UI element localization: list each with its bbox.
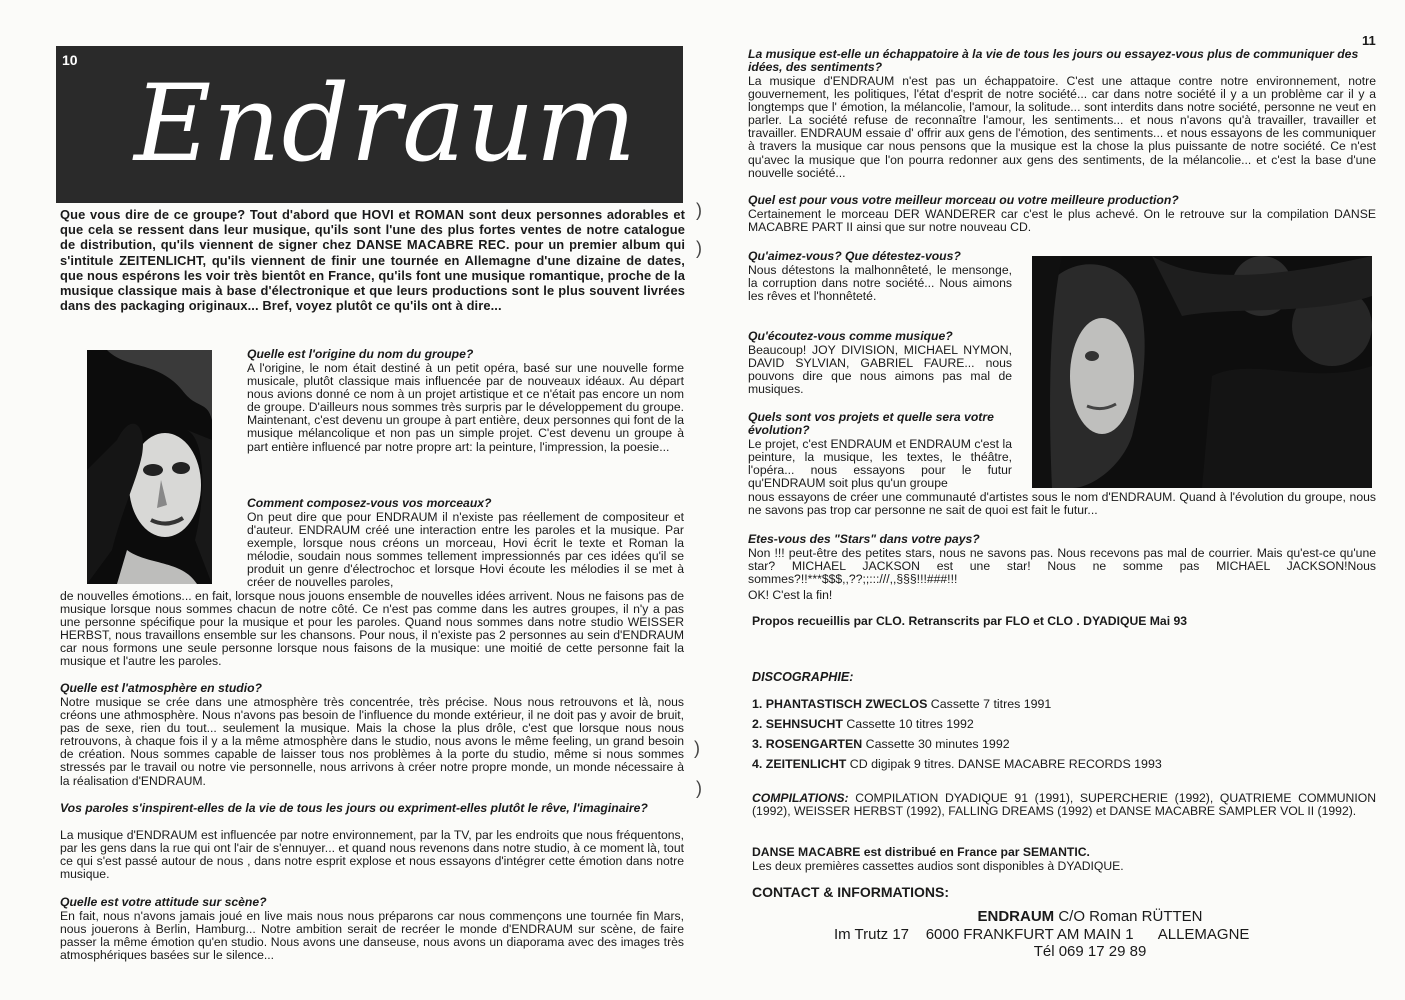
title-banner xyxy=(56,46,683,203)
disc-num: 3. xyxy=(752,737,763,751)
interview-credits: Propos recueillis par CLO. Retranscrits par FLO et CLO . DYADIQUE Mai 93 xyxy=(752,614,1188,628)
contact-address xyxy=(834,926,1334,943)
right-question-1: La musique est-elle un échappatoire à la vie de tous les jours ou essayez-vous plus de communiquer des idées, des sentiments? xyxy=(748,47,1359,74)
contact-band: ENDRAUM xyxy=(977,908,1055,925)
right-answer-3: Nous détestons la malhonnêteté, le mensonge, la corruption dans notre société... Nous aimons les rêves et l'honnêteté. xyxy=(748,263,1012,304)
answer-2-part-2: de nouvelles émotions... en fait, lorsque nous jouons ensemble de nouvelles idées arrivent. Nous ne faisons pas de musique lorsque nous sommes chacun de notre côté. Ce n'est pas comme dans les autres groupes, il n'y a pas une personne spécifique pour la musique et pour les paroles. Quand nous sommes dans notre studio WEISSER HERBST, nous travaillons ensemble sur les chansons. Pour nous, il n'existe pas 2 personnes au sein d'ENDRAUM car nous formons une seule personne lorsque nous faisons de la musique: une moitié de cette personne fait la musique et l'autre les paroles. xyxy=(60,589,684,669)
contact-name xyxy=(900,908,1280,925)
disc-detail: Cassette 7 titres 1991 xyxy=(930,697,1052,711)
right-answer-6: Non !!! peut-être des petites stars, nous ne savons pas. Nous recevons pas mal de courrier. Mais qu'est-ce qu'une star? MICHAEL JACKSON est une star! Nous ne somme pas MICHAEL JACKSON!Nous sommes?!!***$$$,,??;;:::///,,§§§!!!###!!! xyxy=(748,546,1376,587)
disc-num: 1. xyxy=(752,697,763,711)
right-answer-4: Beaucoup! JOY DIVISION, MICHAEL NYMON, DAVID SYLVIAN, GABRIEL FAURE... nous pouvons dire que nous aimons pas mal de musiques. xyxy=(748,343,1012,397)
question-3: Quelle est l'atmosphère en studio? xyxy=(60,681,263,695)
answer-5: En fait, nous n'avons jamais joué en live mais nous nous préparons car nous commençons une tournée fin Mars, nous jouerons à Berlin, Hamburg... Notre ambition serait de recréer le monde d'ENDRAUM sur scène, de faire passer la même émotion qu'en studio. Nous avons une danseuse, nous avons un diaporama avec des images très atmosphériques basées sur le silence... xyxy=(60,909,684,963)
binding-mark: ) xyxy=(696,778,702,798)
disc-title: ZEITENLICHT xyxy=(765,757,847,771)
contact-title: CONTACT & INFORMATIONS: xyxy=(752,884,950,900)
disc-detail: Cassette 10 titres 1992 xyxy=(846,717,974,731)
right-answer-5-part-2: nous essayons de créer une communauté d'artistes sous le nom d'ENDRAUM. Quand à l'évolution du groupe, nous ne savons pas trop car personne ne sait de quoi est fait le futur... xyxy=(748,490,1376,518)
answer-3: Notre musique se crée dans une atmosphère très concentrée, très précise. Nous nous retrouvons et là, nous créons une athmosphère. Nous n'avons pas besoin de l'influence du monde extérieur, il ne doit pas y avoir de bruit, pas de sexe, rien du tout... seulement la musique. Mais la chose la plus drôle, c'est que lorsque nous nous retrouvons, à chaque fois il y a la même atmosphère dans le studio, nous avons le même feeling, un grand besoin de création. Nous sommes capable de laisser tous nos problèmes à la porte du studio, même si nous sommes stressés par le travail ou notre vie personnelle, nous arrivons à créer notre propre monde, un monde nécessaire à la réalisation d'ENDRAUM. xyxy=(60,695,684,788)
binding-mark: ) xyxy=(694,738,700,758)
right-question-3: Qu'aimez-vous? Que détestez-vous? xyxy=(748,249,961,263)
answer-4: La musique d'ENDRAUM est influencée par notre environnement, par la TV, par les endroits que nous fréquentons, par les gens dans la rue qui ont l'air de s'ennuyer... et quand nous revenons dans notre studio, à ce moment là, tout ce qui s'est passé autour de nous , dans notre esprit explose et nous essayons d'intégrer cette émotion dans notre musique. xyxy=(60,828,684,882)
answer-2-part-1: On peut dire que pour ENDRAUM il n'existe pas réellement de compositeur et d'auteur. ENDRAUM créé une interaction entre les paroles et la musique. Par exemple, lorsque nous créons un morceau, Hovi écrit le texte et Roman la mélodie, soudain nous sommes tellement impressionnés par ces idées qu'il se produit un genre d'électrochoc et lorsque Hovi écoute les mélodies il se met à créer de nouvelles paroles, xyxy=(247,510,684,590)
discography-item xyxy=(752,717,974,731)
distribution-text: Les deux premières cassettes audios sont disponibles à DYADIQUE. xyxy=(752,859,1124,873)
disc-title: ROSENGARTEN xyxy=(765,737,863,751)
right-question-6: Etes-vous des "Stars" dans votre pays? xyxy=(748,532,980,546)
contact-country: ALLEMAGNE xyxy=(1157,926,1250,943)
contact-care-of: C/O Roman RÜTTEN xyxy=(1054,908,1203,925)
band-title: Endraum xyxy=(134,62,638,185)
right-answer-2: Certainement le morceau DER WANDERER car c'est le plus achevé. On le retrouve sur la compilation DANSE MACABRE PART II ainsi que sur notre nouveau CD. xyxy=(748,207,1376,235)
right-answer-6-end: OK! C'est la fin! xyxy=(748,588,833,602)
question-4: Vos paroles s'inspirent-elles de la vie de tous les jours ou expriment-elles plutôt le rêve, l'imaginaire? xyxy=(60,801,648,815)
question-5: Quelle est votre attitude sur scène? xyxy=(60,895,267,909)
compilations xyxy=(752,792,1376,818)
distribution-bold: DANSE MACABRE est distribué en France par SEMANTIC. xyxy=(752,845,1090,859)
right-question-5: Quels sont vos projets et quelle sera votre évolution? xyxy=(748,410,994,437)
discography-title: DISCOGRAPHIE: xyxy=(752,670,854,684)
disc-title: PHANTASTISCH ZWECLOS xyxy=(765,697,928,711)
right-question-4: Qu'écoutez-vous comme musique? xyxy=(748,329,953,343)
page-number-left: 10 xyxy=(62,52,78,68)
right-answer-1: La musique d'ENDRAUM n'est pas un échappatoire. C'est une attaque contre notre environnement, notre gouvernement, les politiques, l'état d'esprit de notre société... car dans notre société il y a un problème car il y a longtemps que l' émotion, la mélancolie, l'amour, la solitude... sont interdits dans notre société, personne ne veut en parler. La société refuse de reconnaître l'amour, les sentiments... et nous n'avons qu'à travailler, travailler et travailler. ENDRAUM essaie d' offrir aux gens de l'émotion, des sentiments... et nous essayons de les communiquer à travers la musique car nous pensons que la musique est la chose la plus puissante de notre société. Ce n'est qu'avec la musique que l'on pourra redonner aux gens des sentiments, de la mélancolie... et c'est la base d'une nouvelle société... xyxy=(748,74,1376,180)
question-1: Quelle est l'origine du nom du groupe? xyxy=(247,347,474,361)
band-photo-left xyxy=(87,350,212,584)
binding-mark: ) xyxy=(696,200,702,220)
disc-num: 2. xyxy=(752,717,763,731)
contact-city: 6000 FRANKFURT AM MAIN 1 xyxy=(925,926,1134,943)
disc-detail: CD digipak 9 titres. DANSE MACABRE RECORDS 1993 xyxy=(849,757,1162,771)
discography-item xyxy=(752,737,1010,751)
right-answer-5-part-1: Le projet, c'est ENDRAUM et ENDRAUM c'est la peinture, la musique, les textes, le théâtre, l'opéra... nous essayons pour le futur qu'ENDRAUM soit plus qu'un groupe xyxy=(748,437,1012,491)
discography-item xyxy=(752,757,1162,771)
question-2: Comment composez-vous vos morceaux? xyxy=(247,496,492,510)
disc-detail: Cassette 30 minutes 1992 xyxy=(865,737,1010,751)
binding-mark: ) xyxy=(696,238,702,258)
disc-title: SEHNSUCHT xyxy=(765,717,843,731)
left-page xyxy=(0,0,702,1000)
compilations-text: COMPILATION DYADIQUE 91 (1991), SUPERCHERIE (1992), QUATRIEME COMMUNION (1992), WEISSER HERBST (1992), FALLING DREAMS (1992) et DANSE MACABRE SAMPLER VOL II (1992). xyxy=(752,791,1376,819)
right-question-2: Quel est pour vous votre meilleur morceau ou votre meilleure production? xyxy=(748,193,1179,207)
disc-num: 4. xyxy=(752,757,763,771)
contact-phone: Tél 069 17 29 89 xyxy=(1033,943,1147,960)
compilations-label: COMPILATIONS: xyxy=(752,791,849,805)
intro-paragraph: Que vous dire de ce groupe? Tout d'abord que HOVI et ROMAN sont deux personnes adorables et que cela se ressent dans leur musique, qu'ils sont l'une des plus fortes ventes de notre catalogue de distribution, qu'ils viennent de signer chez DANSE MACABRE REC. pour un premier album qui s'intitule ZEITENLICHT, qu'ils viennent de finir une tournée en Allemagne d'une dizaine de dates, que nous espérons les voir très bientôt en France, qu'ils font une musique romantique, proche de la musique classique mais à base d'électronique et que leurs productions sont le plus souvent livrées dans des packaging originaux... Bref, voyez plutôt ce qu'ils ont à dire... xyxy=(60,207,685,314)
band-photo-right xyxy=(1032,256,1372,488)
contact-street: Im Trutz 17 xyxy=(834,926,910,943)
answer-1: A l'origine, le nom était destiné à un petit opéra, basé sur une nouvelle forme musicale, plutôt classique mais influencée par de nouveaux idéaux. Au départ nous avions donné ce nom à un projet artistique et ce n'était pas encore un nom de groupe. D'ailleurs nous sommes très surpris par le développement du groupe. Maintenant, c'est devenu un groupe à part entière, deux personnes qui font de la musique mélancolique et non pas un simple projet. C'est devenu un groupe à part entière influencé par notre propre art: la peinture, l'impression, la poesie... xyxy=(247,361,684,454)
discography-item xyxy=(752,697,1051,711)
page-number-right: 11 xyxy=(1362,33,1376,48)
